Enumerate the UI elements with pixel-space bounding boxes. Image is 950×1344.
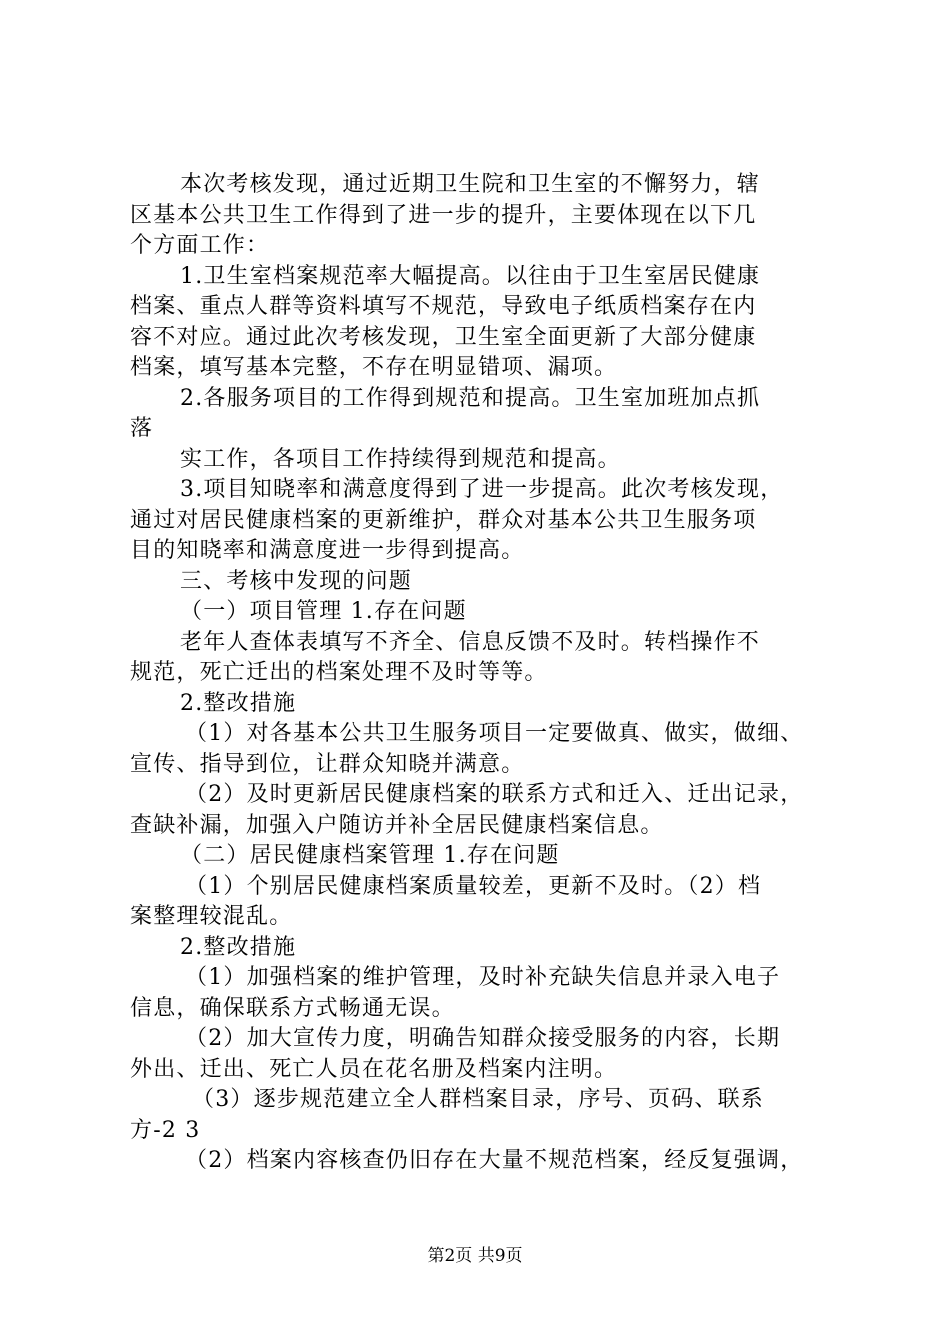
text-line: 区基本公共卫生工作得到了进一步的提升，主要体现在以下几 bbox=[130, 202, 757, 228]
text-line: 外出、迁出、死亡人员在花名册及档案内注明。 bbox=[130, 1056, 618, 1082]
body-text bbox=[130, 170, 830, 1177]
text-line: 2.整改措施 bbox=[180, 934, 297, 960]
text-line: 2.各服务项目的工作得到规范和提高。卫生室加班加点抓 bbox=[180, 385, 761, 411]
text-line: 档案、重点人群等资料填写不规范，导致电子纸质档案存在内 bbox=[130, 294, 757, 319]
text-line: 通过对居民健康档案的更新维护，群众对基本公共卫生服务项 bbox=[130, 507, 757, 533]
text-line: （1）对各基本公共卫生服务项目一定要做真、做实，做细、 bbox=[185, 721, 804, 746]
text-line: 信息，确保联系方式畅通无误。 bbox=[130, 995, 455, 1021]
text-line: 目的知晓率和满意度进一步得到提高。 bbox=[130, 538, 525, 563]
text-line: 容不对应。通过此次考核发现，卫生室全面更新了大部分健康 bbox=[130, 324, 757, 350]
text-line: 档案，填写基本完整，不存在明显错项、漏项。 bbox=[130, 355, 618, 380]
text-line: （3）逐步规范建立全人群档案目录，序号、页码、联系 bbox=[192, 1087, 764, 1112]
section-heading: 三、考核中发现的问题 bbox=[180, 568, 413, 594]
text-line: 宣传、指导到位，让群众知晓并满意。 bbox=[130, 751, 525, 777]
text-line: （2）加大宣传力度，明确告知群众接受服务的内容，长期 bbox=[185, 1026, 781, 1051]
page-footer: 第2页 共9页 bbox=[427, 1246, 523, 1266]
text-line: （2）及时更新居民健康档案的联系方式和迁入、迁出记录， bbox=[185, 782, 804, 807]
text-line: 实工作，各项目工作持续得到规范和提高。 bbox=[180, 446, 621, 472]
text-line: 3.项目知晓率和满意度得到了进一步提高。此次考核发现， bbox=[180, 477, 784, 502]
text-line: 老年人查体表填写不齐全、信息反馈不及时。转档操作不 bbox=[180, 629, 761, 655]
text-line: 个方面工作： bbox=[130, 233, 270, 258]
text-line: 1.卫生室档案规范率大幅提高。以往由于卫生室居民健康 bbox=[180, 263, 761, 289]
text-line: （2）档案内容核查仍旧存在大量不规范档案，经反复强调， bbox=[185, 1148, 804, 1173]
text-line: 落 bbox=[130, 416, 154, 441]
text-line: 2.整改措施 bbox=[180, 690, 297, 716]
subsection-heading: （二）居民健康档案管理 1.存在问题 bbox=[180, 843, 560, 868]
text-line: 方-2 3 bbox=[130, 1117, 201, 1143]
text-line: （1）个别居民健康档案质量较差，更新不及时。（2）档 bbox=[185, 873, 762, 899]
text-line: 查缺补漏，加强入户随访并补全居民健康档案信息。 bbox=[130, 812, 664, 838]
text-line: 本次考核发现，通过近期卫生院和卫生室的不懈努力，辖 bbox=[180, 172, 761, 197]
subsection-heading: （一）项目管理 1.存在问题 bbox=[180, 599, 467, 624]
text-line: 规范，死亡迁出的档案处理不及时等等。 bbox=[130, 660, 548, 685]
text-line: 案整理较混乱。 bbox=[130, 904, 293, 929]
text-line: （1）加强档案的维护管理，及时补充缺失信息并录入电子 bbox=[185, 965, 781, 990]
